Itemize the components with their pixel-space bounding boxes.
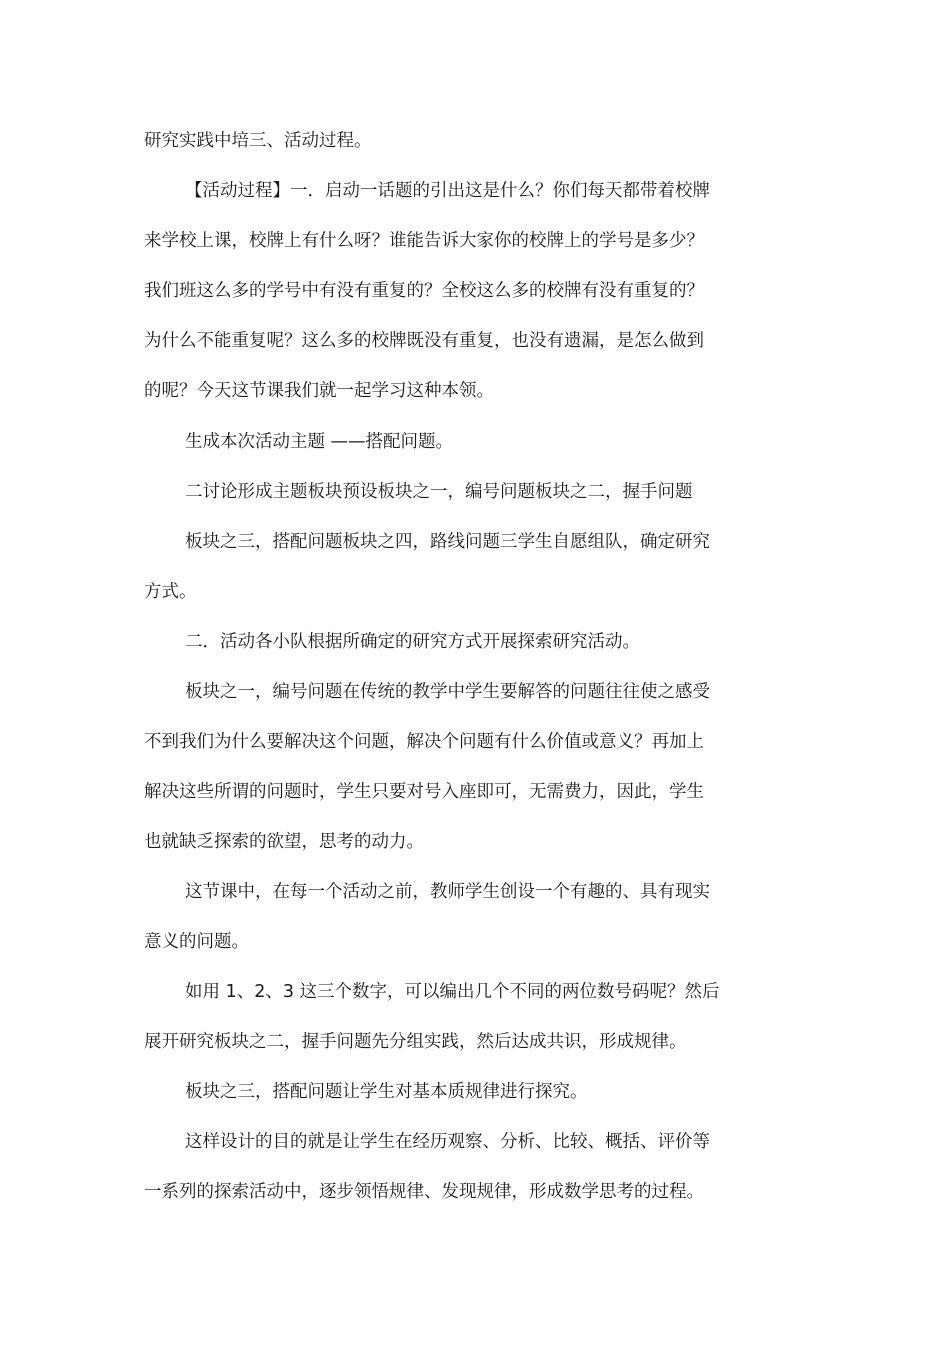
text-line-16: 这节课中，在每一个活动之前，教师学生创设一个有趣的、具有现实 xyxy=(185,882,710,902)
text-line-1: 研究实践中培三、活动过程。 xyxy=(144,131,372,151)
text-line-4: 我们班这么多的学号中有没有重复的？全校这么多的校牌有没有重复的？ xyxy=(144,281,704,301)
text-line-19: 展开研究板块之二，握手问题先分组实践，然后达成共识，形成规律。 xyxy=(144,1032,687,1052)
text-line-21: 这样设计的目的就是让学生在经历观察、分析、比较、概括、评价等 xyxy=(185,1132,710,1152)
text-line-13: 不到我们为什么要解决这个问题，解决个问题有什么价值或意义？再加上 xyxy=(144,732,704,752)
text-line-6: 的呢？今天这节课我们就一起学习这种本领。 xyxy=(144,381,494,401)
text-line-8: 二讨论形成主题板块预设板块之一，编号问题板块之二，握手问题 xyxy=(185,482,693,502)
text-line-2: 【活动过程】一．启动一话题的引出这是什么？你们每天都带着校牌 xyxy=(185,181,710,201)
text-line-3: 来学校上课，校牌上有什么呀？谁能告诉大家你的校牌上的学号是多少？ xyxy=(144,231,704,251)
text-line-20: 板块之三，搭配问题让学生对基本质规律进行探究。 xyxy=(185,1082,588,1102)
text-line-9: 板块之三，搭配问题板块之四，路线问题三学生自愿组队，确定研究 xyxy=(185,532,710,552)
text-line-15: 也就缺乏探索的欲望，思考的动力。 xyxy=(144,832,424,852)
text-line-12: 板块之一，编号问题在传统的教学中学生要解答的问题往往使之感受 xyxy=(185,682,710,702)
text-line-10: 方式。 xyxy=(144,582,197,602)
text-line-18: 如用 1、2、3 这三个数字，可以编出几个不同的两位数号码呢？然后 xyxy=(185,982,720,1002)
text-line-7: 生成本次活动主题 ——搭配问题。 xyxy=(185,432,454,452)
text-line-14: 解决这些所谓的问题时，学生只要对号入座即可，无需费力，因此，学生 xyxy=(144,782,704,802)
text-line-11: 二．活动各小队根据所确定的研究方式开展探索研究活动。 xyxy=(185,632,640,652)
text-line-5: 为什么不能重复呢？这么多的校牌既没有重复，也没有遗漏，是怎么做到 xyxy=(144,331,704,351)
text-line-17: 意义的问题。 xyxy=(144,932,249,952)
text-line-22: 一系列的探索活动中，逐步领悟规律、发现规律，形成数学思考的过程。 xyxy=(144,1182,704,1202)
